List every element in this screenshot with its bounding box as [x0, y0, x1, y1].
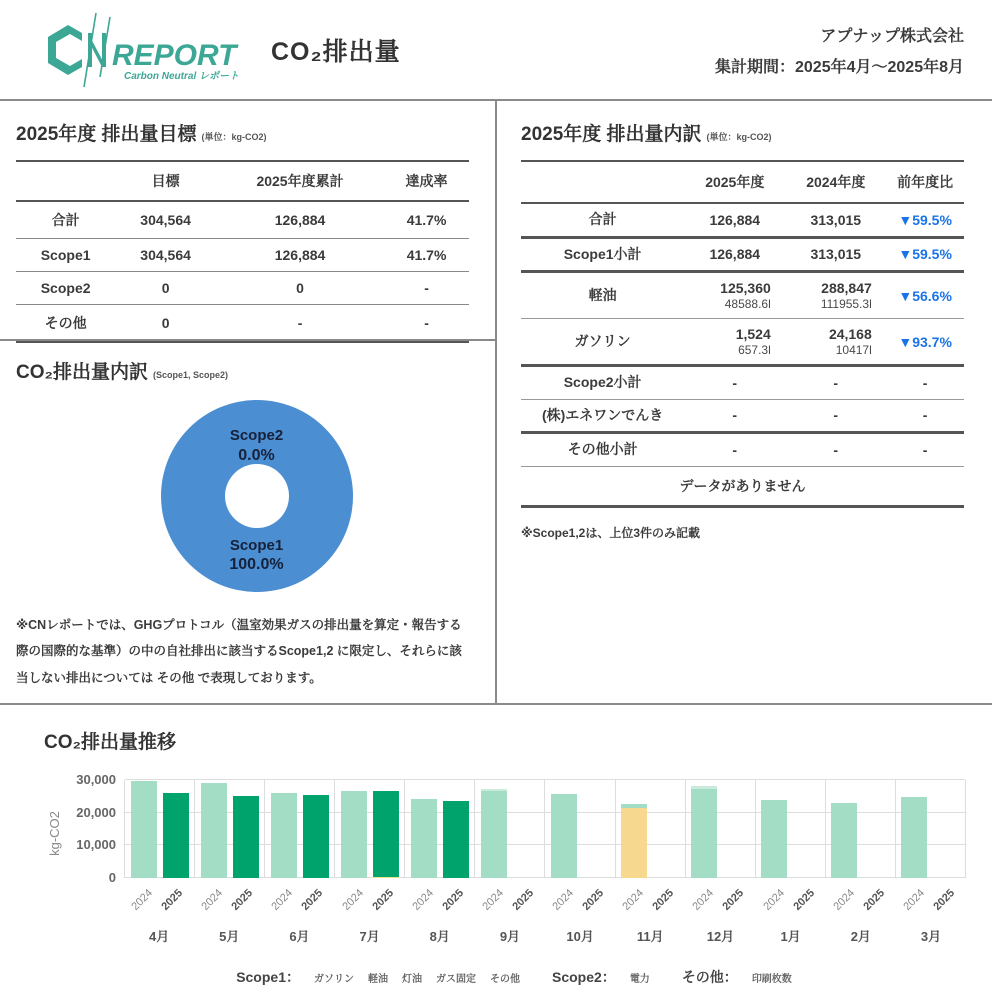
x-year-group	[194, 880, 264, 926]
x-axis-month-labels	[124, 926, 966, 945]
bar-segment-軽油[interactable]	[551, 794, 577, 878]
month-group	[125, 780, 195, 878]
cumulative-value: -	[216, 305, 384, 343]
bar-2024-12月[interactable]	[691, 786, 717, 878]
x-label-2025: 2025	[931, 887, 958, 913]
donut-scope1-pct: 100.0%	[229, 556, 284, 574]
breakdown-table	[521, 160, 964, 508]
plot-area	[124, 780, 966, 878]
x-label-2024: 2024	[129, 887, 156, 913]
value-2025: 126,884	[684, 203, 785, 237]
x-label-2025: 2025	[229, 887, 256, 913]
bar-2024-3月[interactable]	[901, 797, 927, 878]
donut-subtitle-label: (Scope1, Scope2)	[152, 370, 228, 380]
yoy-value: ▼93.7%	[886, 319, 964, 366]
target-panel	[0, 101, 495, 341]
bar-2024-8月[interactable]	[411, 799, 437, 878]
x-month-label: 10月	[566, 929, 594, 944]
target-col-header: 目標	[115, 161, 216, 201]
row-label: (株)エネワンでんき	[521, 399, 684, 433]
target-col-header: 2025年度累計	[216, 161, 384, 201]
table-row	[521, 366, 964, 400]
bar-segment-軽油[interactable]	[271, 793, 297, 878]
donut-scope1-name: Scope1	[229, 536, 284, 554]
x-label-2024: 2024	[410, 887, 436, 913]
breakdown-col-header: 前年度比	[886, 161, 964, 203]
main-area	[0, 101, 992, 705]
bar-2024-7月[interactable]	[341, 791, 367, 878]
target-title-text: 2025年度 排出量目標	[16, 124, 197, 145]
bar-segment-軽油[interactable]	[761, 800, 787, 878]
yoy-value: -	[886, 366, 964, 400]
month-group	[686, 780, 756, 878]
x-label-2024: 2024	[620, 887, 647, 913]
x-year-group	[896, 880, 966, 926]
goal-value: 0	[115, 305, 216, 343]
row-label: Scope1小計	[521, 237, 684, 272]
legend-item[interactable]: その他	[490, 973, 520, 985]
table-row	[521, 272, 964, 319]
x-year-group	[124, 880, 194, 926]
legend-item[interactable]: 灯油	[402, 973, 422, 985]
aggregation-period: 集計期間：2025年4月〜2025年8月	[715, 58, 964, 76]
y-tick-label: 10,000	[76, 837, 116, 853]
bar-2025-4月[interactable]	[163, 793, 189, 878]
target-table	[16, 160, 469, 343]
table-row	[16, 239, 469, 272]
bar-segment-軽油[interactable]	[233, 796, 259, 878]
x-year-group	[685, 880, 755, 926]
donut-panel	[0, 341, 495, 703]
x-year-group	[756, 880, 826, 926]
x-label-2025: 2025	[510, 887, 537, 913]
bar-2024-1月[interactable]	[761, 800, 787, 878]
month-group	[335, 780, 405, 878]
donut-scope2-pct: 0.0%	[238, 446, 275, 464]
goal-value: 304,564	[115, 201, 216, 239]
donut-scope2-name: Scope2	[229, 427, 284, 444]
trend-chart	[44, 772, 966, 885]
month-group	[475, 780, 545, 878]
x-label-2024: 2024	[199, 887, 226, 913]
rate-value: 41.7%	[384, 201, 469, 239]
row-label: 軽油	[521, 272, 684, 319]
x-label-2024: 2024	[901, 887, 928, 913]
yoy-value: ▼59.5%	[886, 237, 964, 272]
month-group	[616, 780, 686, 878]
bar-2025-7月[interactable]	[373, 791, 399, 878]
x-month-label: 4月	[148, 929, 170, 944]
breakdown-panel	[497, 101, 992, 703]
x-year-group	[826, 880, 896, 926]
x-label-2024: 2024	[831, 887, 857, 913]
cn-report-logo-icon	[38, 11, 243, 89]
x-label-2024: 2024	[550, 887, 577, 913]
table-row	[16, 272, 469, 305]
y-tick-label: 0	[108, 870, 116, 885]
x-label-2024: 2024	[339, 887, 366, 913]
bar-2025-8月[interactable]	[443, 801, 469, 878]
bar-segment-軽油[interactable]	[201, 783, 227, 878]
legend-group-label: その他：	[681, 969, 738, 985]
yoy-value: ▼59.5%	[886, 203, 964, 237]
x-month-label: 8月	[429, 929, 450, 944]
rate-value: -	[384, 272, 469, 305]
table-row	[16, 201, 469, 239]
bar-2024-5月[interactable]	[201, 783, 227, 878]
month-group	[195, 780, 265, 878]
x-label-2025: 2025	[299, 887, 326, 913]
donut-label-scope2	[161, 426, 353, 466]
value-2024: 313,015	[785, 237, 886, 272]
x-month-label: 9月	[499, 929, 521, 944]
company-name: アプナップ株式会社	[820, 27, 964, 45]
no-data-text: データがありません	[521, 466, 964, 506]
table-row	[521, 399, 964, 433]
target-panel-title	[16, 119, 469, 146]
donut-label-scope1	[161, 536, 353, 576]
bar-segment-軽油[interactable]	[341, 791, 367, 878]
bar-2024-9月[interactable]	[481, 789, 507, 878]
cumulative-value: 126,884	[216, 201, 384, 239]
legend-item[interactable]: 電力	[629, 973, 650, 985]
bar-2024-10月[interactable]	[551, 794, 577, 878]
x-axis-year-labels	[124, 880, 966, 926]
donut-panel-title	[16, 357, 469, 384]
x-month-label: 5月	[219, 929, 240, 944]
value-2025: -	[684, 399, 785, 433]
value-2025: 1,524 657.3l	[684, 319, 785, 366]
x-year-group	[264, 880, 334, 926]
row-label: 合計	[521, 203, 684, 237]
table-row	[521, 203, 964, 237]
y-axis-ticks	[66, 772, 124, 885]
month-group	[405, 780, 475, 878]
header-meta	[715, 23, 964, 77]
legend-group-label: Scope2：	[552, 969, 616, 985]
no-data-row	[521, 466, 964, 506]
x-label-2025: 2025	[650, 887, 677, 913]
breakdown-col-header	[521, 161, 684, 203]
x-month-label: 3月	[920, 929, 942, 944]
value-2025: 125,360 48588.6l	[684, 272, 785, 319]
breakdown-col-header: 2024年度	[785, 161, 886, 203]
target-col-header	[16, 161, 115, 201]
x-label-2025: 2025	[369, 887, 396, 913]
value-2025: -	[684, 433, 785, 467]
bar-2024-4月[interactable]	[131, 781, 157, 878]
value-2024: 313,015	[785, 203, 886, 237]
value-2025: -	[684, 366, 785, 400]
bar-2025-5月[interactable]	[233, 796, 259, 878]
legend-item[interactable]: 印刷枚数	[751, 973, 792, 985]
x-year-group	[335, 880, 405, 926]
x-label-2025: 2025	[790, 887, 817, 913]
yoy-value: -	[886, 433, 964, 467]
trend-panel	[0, 705, 992, 987]
report-header	[0, 0, 992, 101]
bar-segment-軽油[interactable]	[303, 795, 329, 878]
chart-legend	[44, 967, 966, 987]
value-2024: -	[785, 433, 886, 467]
value-2024: 24,168 10417l	[785, 319, 886, 366]
bar-segment-軽油[interactable]	[131, 781, 157, 878]
goal-value: 304,564	[115, 239, 216, 272]
yoy-value: ▼56.6%	[886, 272, 964, 319]
month-group	[756, 780, 826, 878]
legend-item[interactable]: 軽油	[368, 973, 388, 985]
ghg-footnote: ※CNレポートでは、GHGプロトコル（温室効果ガスの排出量を算定・報告する際の国際的な基準）の中の自社排出に該当するScope1,2 に限定し、それらに該当しない排出については その他 で表現しております。	[16, 618, 462, 685]
row-label: その他	[16, 305, 115, 343]
x-label-2025: 2025	[861, 887, 887, 913]
table-row	[521, 237, 964, 272]
logo-tagline-text: Carbon Neutral レポート	[124, 70, 240, 82]
bar-2024-2月[interactable]	[831, 803, 857, 878]
bar-segment-軽油[interactable]	[481, 791, 507, 878]
value-2024: 288,847 111955.3l	[785, 272, 886, 319]
x-label-2024: 2024	[760, 887, 787, 913]
x-month-label: 12月	[706, 929, 735, 944]
y-tick-label: 30,000	[76, 772, 116, 787]
x-year-group	[475, 880, 545, 926]
scope-donut-chart[interactable]	[161, 400, 353, 592]
donut-hole	[225, 464, 289, 528]
month-group	[545, 780, 615, 878]
x-month-label: 1月	[780, 929, 801, 944]
donut-title-text: CO₂排出量内訳	[16, 362, 148, 383]
x-month-label: 2月	[850, 929, 871, 944]
legend-group-label: Scope1：	[236, 969, 300, 985]
bar-2025-6月[interactable]	[303, 795, 329, 878]
month-group	[826, 780, 896, 878]
table-row	[521, 433, 964, 467]
table-row	[16, 305, 469, 343]
target-unit-label: (単位：kg-CO2)	[201, 132, 267, 142]
x-label-2025: 2025	[440, 887, 466, 913]
cumulative-value: 126,884	[216, 239, 384, 272]
x-label-2024: 2024	[269, 887, 296, 913]
bar-segment-軽油[interactable]	[691, 789, 717, 878]
cumulative-value: 0	[216, 272, 384, 305]
value-2024: -	[785, 399, 886, 433]
y-axis-label: kg-CO2	[46, 811, 62, 856]
month-group	[265, 780, 335, 878]
target-col-header: 達成率	[384, 161, 469, 201]
x-year-group	[405, 880, 475, 926]
breakdown-title-text: 2025年度 排出量内訳	[521, 124, 702, 145]
left-column	[0, 101, 497, 703]
row-label: Scope1	[16, 239, 115, 272]
row-label: その他小計	[521, 433, 684, 467]
bar-segment-ガソリン[interactable]	[373, 877, 399, 878]
x-label-2024: 2024	[690, 887, 717, 913]
x-month-label: 11月	[636, 929, 664, 944]
x-year-group	[545, 880, 615, 926]
value-2025: 126,884	[684, 237, 785, 272]
row-label: Scope2	[16, 272, 115, 305]
table-row	[521, 319, 964, 366]
breakdown-header-row	[521, 161, 964, 203]
bar-segment-ガソリン[interactable]	[621, 808, 647, 878]
breakdown-panel-title	[521, 119, 964, 146]
x-year-group	[615, 880, 685, 926]
breakdown-col-header: 2025年度	[684, 161, 785, 203]
breakdown-footnote: ※Scope1,2は、上位3件のみ記載	[521, 525, 701, 540]
target-header-row	[16, 161, 469, 201]
y-tick-label: 20,000	[76, 804, 116, 820]
bar-2024-6月[interactable]	[271, 793, 297, 878]
logo-report-text: REPORT	[112, 38, 237, 72]
row-label: Scope2小計	[521, 366, 684, 400]
bar-segment-軽油[interactable]	[831, 803, 857, 878]
x-month-label: 6月	[289, 929, 310, 944]
legend-item[interactable]: ガソリン	[314, 973, 354, 985]
x-label-2025: 2025	[720, 887, 747, 913]
legend-item[interactable]: ガス固定	[436, 973, 476, 985]
bar-segment-軽油[interactable]	[373, 791, 399, 877]
bar-segment-軽油[interactable]	[901, 797, 927, 878]
bar-segment-軽油[interactable]	[411, 799, 437, 878]
rate-value: -	[384, 305, 469, 343]
x-label-2024: 2024	[480, 887, 507, 913]
bar-2024-11月[interactable]	[621, 804, 647, 878]
row-label: 合計	[16, 201, 115, 239]
x-month-label: 7月	[359, 929, 380, 944]
trend-title: CO₂排出量推移	[44, 732, 176, 753]
bar-segment-軽油[interactable]	[163, 793, 189, 878]
goal-value: 0	[115, 272, 216, 305]
breakdown-unit-label: (単位：kg-CO2)	[706, 132, 772, 142]
page-title: CO₂排出量	[271, 37, 401, 66]
x-label-2025: 2025	[580, 887, 607, 913]
month-group	[896, 780, 965, 878]
bar-segment-軽油[interactable]	[443, 801, 469, 878]
donut-ring[interactable]	[161, 400, 353, 592]
row-label: ガソリン	[521, 319, 684, 366]
rate-value: 41.7%	[384, 239, 469, 272]
yoy-value: -	[886, 399, 964, 433]
x-label-2025: 2025	[159, 887, 186, 913]
value-2024: -	[785, 366, 886, 400]
